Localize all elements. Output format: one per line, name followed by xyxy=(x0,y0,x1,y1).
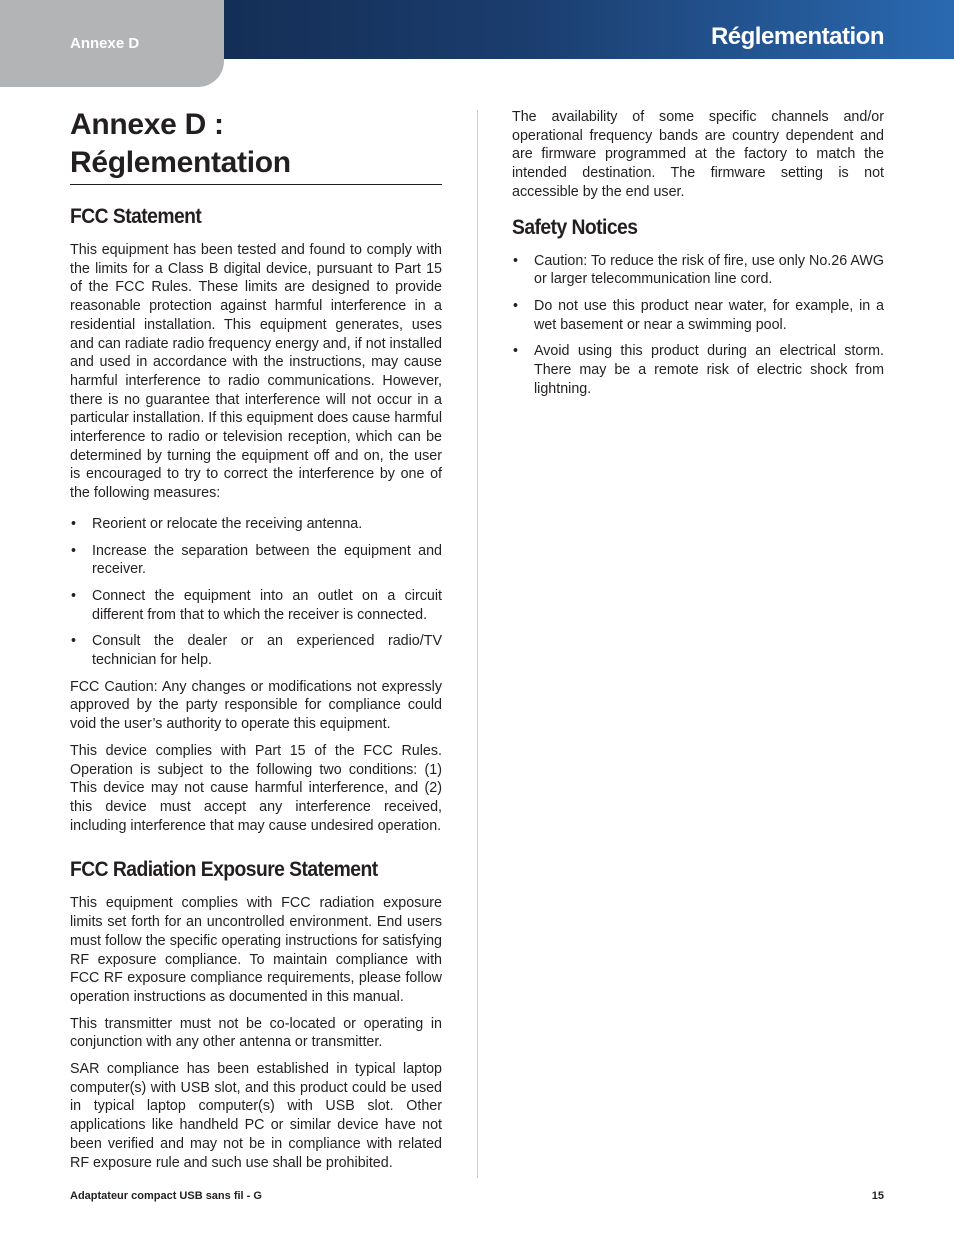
list-item-text: Avoid using this product during an electrical storm. There may be a remote risk of electric shock from lightning. xyxy=(534,343,884,397)
right-column xyxy=(512,108,884,406)
footer-page-number: 15 xyxy=(871,1190,884,1202)
fcc-intro-paragraph: This equipment has been tested and found to comply with the limits for a Class B digital device, pursuant to Part 15 of the FCC Rules. These limits are designed to provide reasonable protection against harmful interference in a residential installation. This equipment generates, uses and can radiate radio frequency energy and, if not installed and used in accordance with the instructions, may cause harmful interference to radio communications. However, there is no guarantee that interference will not occur in a particular installation. If this equipment does cause harmful interference to radio or television reception, which can be determined by turning the equipment off and on, the user is encouraged to try to correct the interference by one of the following measures: xyxy=(70,242,442,502)
list-item xyxy=(70,587,442,624)
list-item-text: Caution: To reduce the risk of fire, use only No.26 AWG or larger telecommunication line cord. xyxy=(534,252,884,288)
safety-list xyxy=(512,252,884,399)
left-column xyxy=(70,106,442,1172)
list-item xyxy=(512,297,884,334)
radiation-paragraph-3: SAR compliance has been established in typical laptop computer(s) with USB slot, and this product could be used in typical laptop computer(s) with USB slot. Other applications like handheld PC or similar device have not been verified and may not be in compliance with related RF exposure rule and such use shall be prohibited. xyxy=(70,1061,442,1171)
bullet-icon: • xyxy=(71,633,77,650)
list-item xyxy=(70,542,442,579)
list-item-text: Connect the equipment into an outlet on a circuit different from that to which the receiver is connected. xyxy=(92,587,442,623)
page-title-line2: Réglementation xyxy=(70,146,291,179)
list-item xyxy=(512,342,884,398)
bullet-icon: • xyxy=(513,252,519,269)
bullet-icon: • xyxy=(513,343,519,360)
radiation-exposure-heading: FCC Radiation Exposure Statement xyxy=(70,858,378,882)
list-item-text: Reorient or relocate the receiving antenna. xyxy=(92,515,363,532)
page-title xyxy=(70,106,442,185)
bullet-icon: • xyxy=(71,542,77,559)
chapter-tab xyxy=(0,0,224,87)
bullet-icon: • xyxy=(513,297,519,314)
section-title: Réglementation xyxy=(710,23,884,50)
radiation-paragraph-1: This equipment complies with FCC radiation exposure limits set forth for an uncontrolled environment. End users must follow the specific operating instructions for satisfying RF exposure compliance. To maintain compliance with FCC RF exposure compliance requirements, please follow operation instructions as documented in this manual. xyxy=(70,895,442,1005)
channels-paragraph: The availability of some specific channels and/or operational frequency bands are country dependent and are firmware programmed at the factory to match the intended destination. The firmware setting is not accessible by the end user. xyxy=(512,109,884,200)
fcc-statement-heading: FCC Statement xyxy=(70,205,202,228)
fcc-measures-list xyxy=(70,515,442,670)
fcc-part15-paragraph: This device complies with Part 15 of the FCC Rules. Operation is subject to the following two conditions: (1) This device may not cause harmful interference, and (2) this device must accept any interference received, including interference that may cause undesired operation. xyxy=(70,742,442,834)
page-title-line1: Annexe D : xyxy=(70,108,224,141)
list-item-text: Increase the separation between the equipment and receiver. xyxy=(92,542,442,578)
column-divider xyxy=(477,110,478,1178)
fcc-caution-paragraph: FCC Caution: Any changes or modifications not expressly approved by the party responsible for compliance could void the user’s authority to operate this equipment. xyxy=(70,678,442,733)
safety-notices-heading: Safety Notices xyxy=(512,215,638,239)
list-item-text: Consult the dealer or an experienced radio/TV technician for help. xyxy=(92,633,442,669)
list-item xyxy=(512,252,884,289)
bullet-icon: • xyxy=(71,587,77,604)
list-item-text: Do not use this product near water, for example, in a wet basement or near a swimming pool. xyxy=(534,297,884,333)
bullet-icon: • xyxy=(71,515,77,532)
chapter-tab-label: Annexe D xyxy=(70,35,140,52)
list-item xyxy=(70,515,442,534)
list-item xyxy=(70,632,442,669)
footer-product-name: Adaptateur compact USB sans fil - G xyxy=(70,1190,262,1202)
radiation-paragraph-2: This transmitter must not be co-located or operating in conjunction with any other antenna or transmitter. xyxy=(70,1015,442,1051)
